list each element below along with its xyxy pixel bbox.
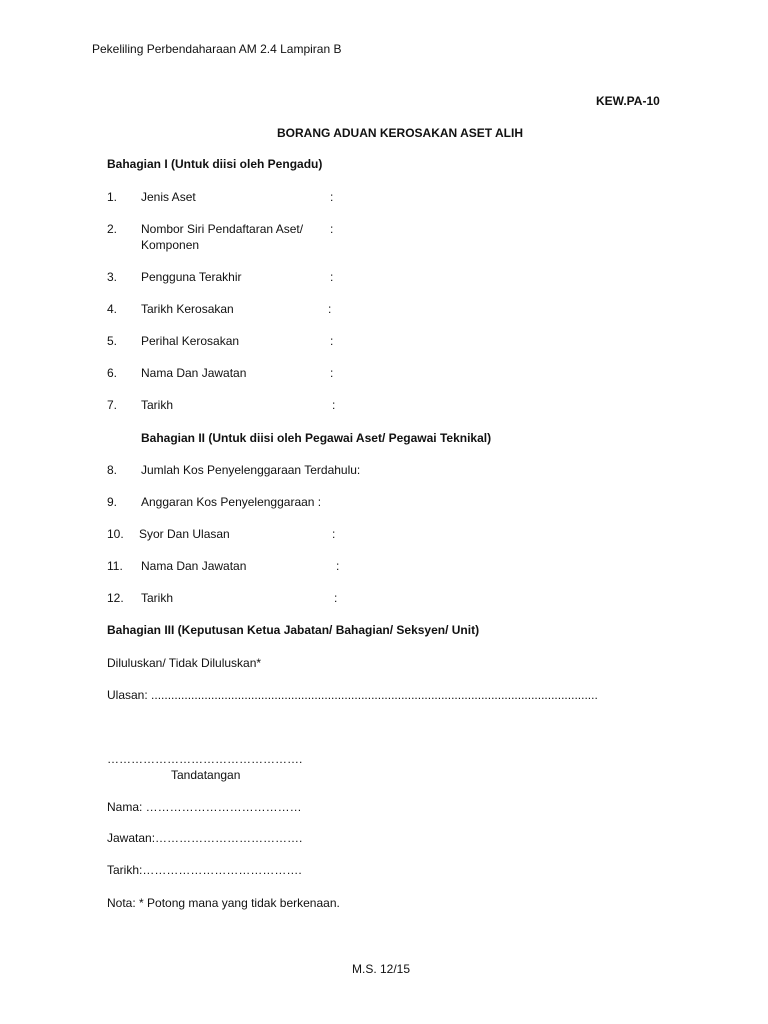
item-label: Nombor Siri Pendaftaran Aset/ (141, 222, 304, 236)
item-label-line2: Komponen (141, 238, 200, 252)
item-label: Anggaran Kos Penyelenggaraan : (141, 495, 322, 509)
item-colon: : (332, 398, 336, 412)
ulasan-line: Ulasan: ...................................................................................................................................... (107, 688, 598, 702)
section2-heading: Bahagian II (Untuk diisi oleh Pegawai Aset/ Pegawai Teknikal) (141, 431, 492, 445)
item-number: 2. (107, 222, 118, 236)
item-label: Perihal Kerosakan (141, 334, 240, 348)
jawatan-line: Jawatan:………………………………. (107, 831, 303, 845)
section3-heading: Bahagian III (Keputusan Ketua Jabatan/ Bahagian/ Seksyen/ Unit) (107, 623, 480, 637)
item-number: 9. (107, 495, 118, 509)
signature-label: Tandatangan (171, 768, 241, 782)
item-colon: : (330, 334, 334, 348)
item-colon: : (330, 366, 334, 380)
item-number: 10. (107, 527, 124, 541)
item-label: Tarikh (141, 398, 174, 412)
item-number: 11. (107, 559, 123, 573)
item-label: Jenis Aset (141, 190, 196, 204)
signature-line: …………………………………………. (107, 752, 303, 766)
item-label: Nama Dan Jawatan (141, 559, 247, 573)
form-code: KEW.PA-10 (596, 94, 660, 108)
item-label: Pengguna Terakhir (141, 270, 242, 284)
note-text: Nota: * Potong mana yang tidak berkenaan. (107, 896, 340, 910)
item-colon: : (330, 270, 334, 284)
item-colon: : (330, 222, 334, 236)
item-number: 12. (107, 591, 124, 605)
item-label: Syor Dan Ulasan (139, 527, 230, 541)
item-label: Tarikh (141, 591, 174, 605)
section1-heading: Bahagian I (Untuk diisi oleh Pengadu) (107, 157, 323, 171)
item-number: 1. (107, 190, 118, 204)
item-number: 3. (107, 270, 118, 284)
page-number: M.S. 12/15 (352, 962, 411, 976)
item-colon: : (328, 302, 332, 316)
item-label: Nama Dan Jawatan (141, 366, 247, 380)
item-label: Tarikh Kerosakan (141, 302, 234, 316)
nama-line: Nama: ………………………………… (107, 800, 302, 814)
circular-reference: Pekeliling Perbendaharaan AM 2.4 Lampiran B (92, 42, 342, 56)
item-number: 4. (107, 302, 118, 316)
item-label: Jumlah Kos Penyelenggaraan Terdahulu: (141, 463, 361, 477)
item-number: 7. (107, 398, 118, 412)
form-title: BORANG ADUAN KEROSAKAN ASET ALIH (277, 126, 523, 140)
item-colon: : (330, 190, 334, 204)
item-colon: : (332, 527, 336, 541)
item-colon: : (336, 559, 340, 573)
item-colon: : (334, 591, 338, 605)
decision-text: Diluluskan/ Tidak Diluluskan* (107, 656, 262, 670)
item-number: 8. (107, 463, 118, 477)
item-number: 5. (107, 334, 118, 348)
tarikh-line: Tarikh:…………………………………. (107, 863, 302, 877)
item-number: 6. (107, 366, 118, 380)
